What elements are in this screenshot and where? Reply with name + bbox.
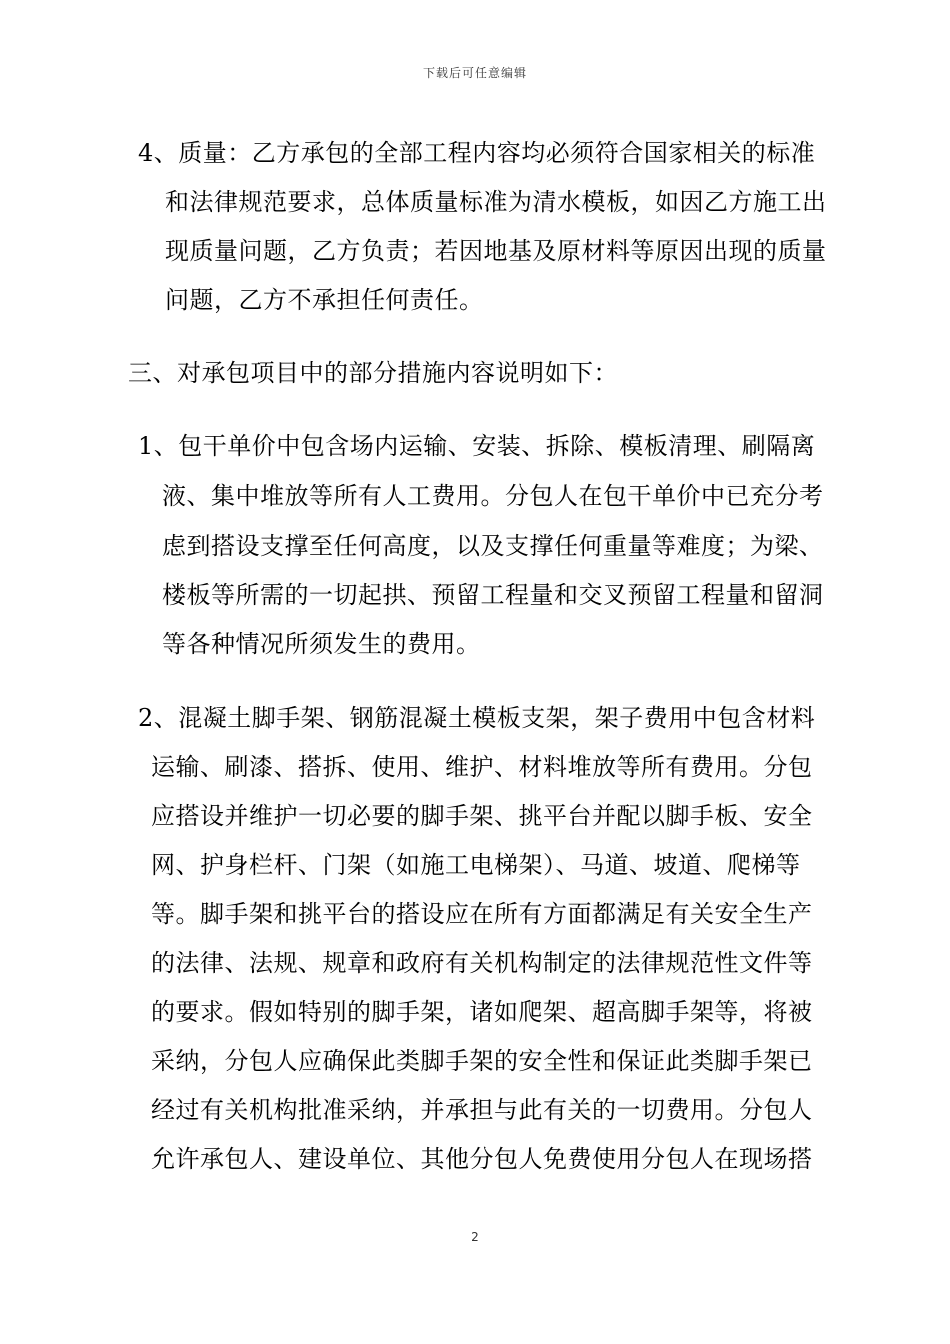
paragraph-line: 问题，乙方不承担任何责任。 <box>165 286 484 314</box>
paragraph-line: 应搭设并维护一切必要的脚手架、挑平台并配以脚手板、安全 <box>151 802 813 830</box>
page-number: 2 <box>471 1230 479 1244</box>
paragraph-line: 的要求。假如特别的脚手架，诸如爬架、超高脚手架等，将被 <box>151 998 813 1026</box>
page-header: 下载后可任意编辑 <box>422 66 527 80</box>
paragraph-line: 液、集中堆放等所有人工费用。分包人在包干单价中已充分考 <box>162 482 824 510</box>
paragraph-line: 楼板等所需的一切起拱、预留工程量和交叉预留工程量和留洞 <box>162 581 824 609</box>
paragraph-line: 允许承包人、建设单位、其他分包人免费使用分包人在现场搭 <box>151 1145 813 1173</box>
paragraph-line: 采纳，分包人应确保此类脚手架的安全性和保证此类脚手架已 <box>151 1047 813 1075</box>
paragraph-line: 经过有关机构批准采纳，并承担与此有关的一切费用。分包人 <box>151 1096 813 1124</box>
paragraph-line: 1、包干单价中包含场内运输、安装、拆除、模板清理、刷隔离 <box>138 432 816 460</box>
paragraph-line: 网、护身栏杆、门架（如施工电梯架）、马道、坡道、爬梯等 <box>151 851 801 879</box>
paragraph-line: 2、混凝土脚手架、钢筋混凝土模板支架，架子费用中包含材料 <box>138 704 816 732</box>
paragraph-line: 的法律、法规、规章和政府有关机构制定的法律规范性文件等 <box>151 949 813 977</box>
paragraph-line: 运输、刷漆、搭拆、使用、维护、材料堆放等所有费用。分包 <box>151 753 813 781</box>
paragraph-line: 4、质量：乙方承包的全部工程内容均必须符合国家相关的标准 <box>138 139 816 167</box>
paragraph-line: 现质量问题，乙方负责；若因地基及原材料等原因出现的质量 <box>165 237 827 265</box>
paragraph-line: 和法律规范要求，总体质量标准为清水模板，如因乙方施工出 <box>165 188 827 216</box>
paragraph-line: 等各种情况所须发生的费用。 <box>162 630 481 658</box>
section-heading: 三、对承包项目中的部分措施内容说明如下： <box>128 359 618 387</box>
paragraph-line: 虑到搭设支撑至任何高度，以及支撑任何重量等难度；为梁、 <box>162 532 824 560</box>
paragraph-line: 等。脚手架和挑平台的搭设应在所有方面都满足有关安全生产 <box>151 900 813 928</box>
